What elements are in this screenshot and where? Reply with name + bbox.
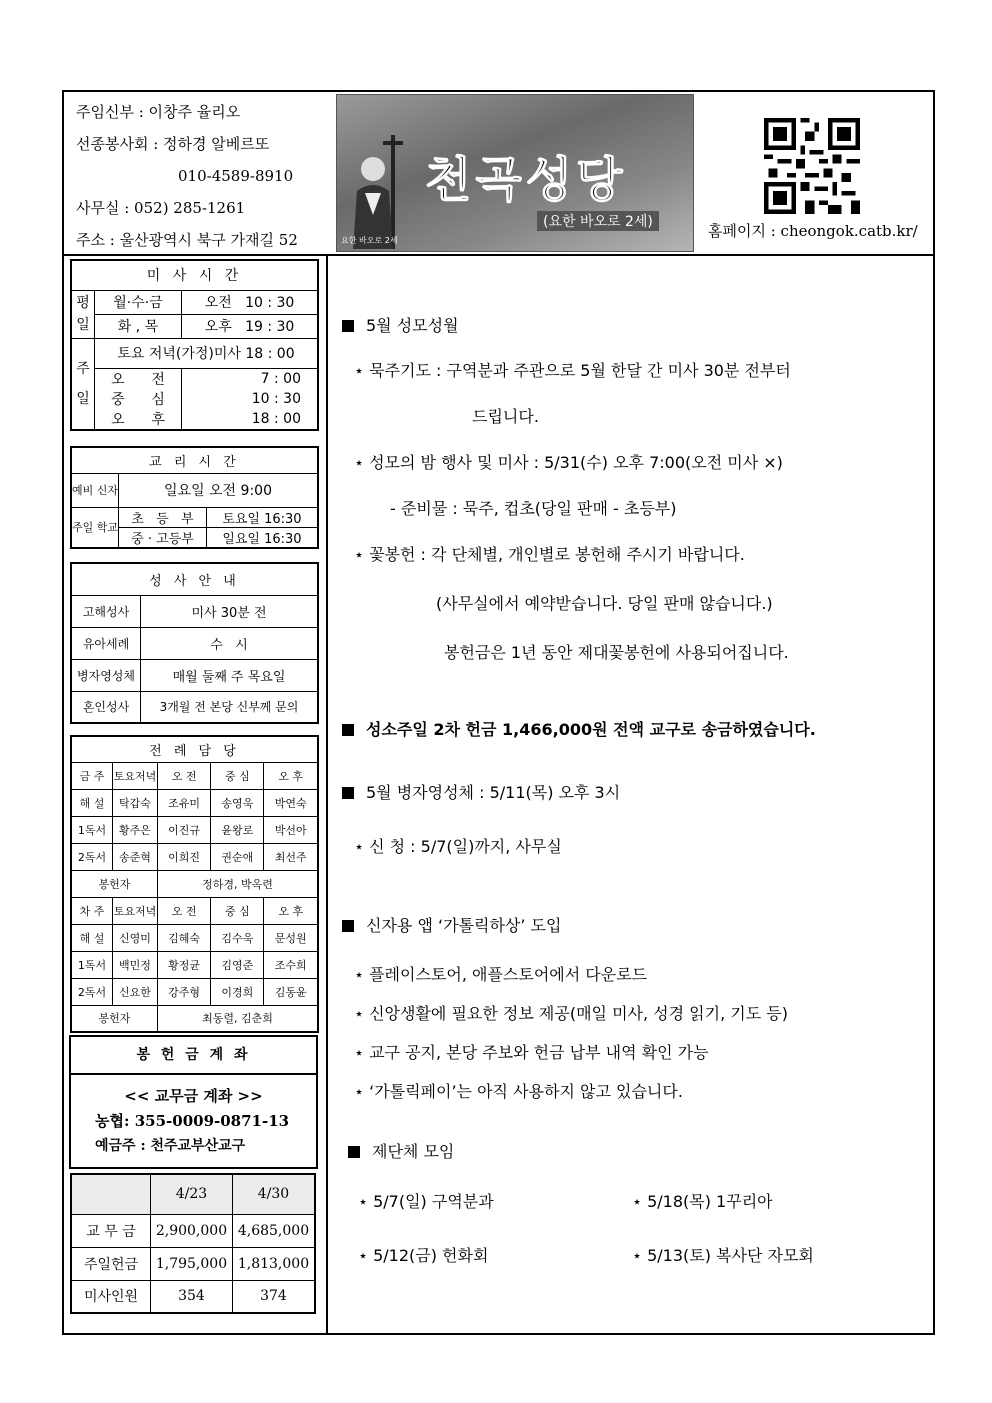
- liturgy-person: 박선아: [264, 816, 318, 843]
- column-divider: [326, 254, 328, 1335]
- liturgy-person: 김영준: [211, 951, 264, 978]
- sick-communion-title: [342, 780, 620, 803]
- address-line: 주소 : 울산광역시 북구 가재길 52: [76, 231, 298, 249]
- liturgy-person: 황정균: [158, 951, 211, 978]
- sacrament-name: 유아세례: [71, 627, 141, 659]
- sunday-label: 주일: [71, 338, 95, 430]
- liturgy-role: 1독서: [71, 816, 113, 843]
- catechumen-label: 예비 신자: [71, 473, 119, 507]
- finance-label: 주일헌금: [71, 1247, 151, 1280]
- liturgy-role: 해 설: [71, 924, 113, 951]
- office-phone: 사무실 : 052) 285-1261: [76, 199, 246, 217]
- liturgy-header: 중 심: [211, 762, 264, 789]
- sunday-mass-name: 중 심: [95, 389, 182, 409]
- section-heading: 5월 병자영성체: [366, 783, 475, 802]
- section-heading: 제단체 모임: [372, 1142, 455, 1161]
- liturgy-header: 토요저녁: [113, 762, 158, 789]
- sacraments-title: 성 사 안 내: [71, 563, 318, 595]
- finance-date: 4/23: [151, 1174, 233, 1214]
- square-bullet-icon: [342, 724, 354, 736]
- liturgy-header: 오 전: [158, 897, 211, 924]
- school-time: 토요일 16:30: [206, 507, 318, 527]
- liturgy-person: 이희진: [158, 843, 211, 870]
- weekday-label: 평일: [71, 290, 95, 338]
- weekday-days: 월·수·금: [95, 290, 182, 314]
- finance-value: 1,795,000: [151, 1247, 233, 1280]
- sunday-school-label: 주일 학교: [71, 507, 119, 548]
- liturgy-role: 2독서: [71, 843, 113, 870]
- liturgy-person: 탁갑숙: [113, 789, 158, 816]
- group-meeting: ⋆ 5/13(토) 복사단 자모회: [632, 1246, 814, 1265]
- school-time: 일요일 16:30: [206, 527, 318, 548]
- offertory-names: 최동렬, 김춘희: [158, 1005, 319, 1032]
- sacrament-info: 매월 둘째 주 목요일: [141, 659, 319, 691]
- sacrament-name: 병자영성체: [71, 659, 141, 691]
- sacrament-name: 혼인성사: [71, 691, 141, 723]
- liturgy-person: 김혜숙: [158, 924, 211, 951]
- finance-label: 미사인원: [71, 1280, 151, 1313]
- sacrament-info: 3개월 전 본당 신부께 문의: [141, 691, 319, 723]
- liturgy-header: 중 심: [211, 897, 264, 924]
- group-meeting: ⋆ 5/12(금) 헌화회: [358, 1246, 489, 1265]
- finance-table: [70, 1173, 316, 1314]
- app-item: ⋆ ‘가톨릭페이’는 아직 사용하지 않고 있습니다.: [354, 1082, 683, 1101]
- liturgy-person: 황주은: [113, 816, 158, 843]
- liturgy-header: 토요저녁: [113, 897, 158, 924]
- pope-photo: [349, 135, 409, 249]
- group-meeting: ⋆ 5/7(일) 구역분과: [358, 1192, 494, 1211]
- finance-value: 4,685,000: [232, 1214, 315, 1247]
- vocation-sunday-line: [342, 717, 816, 740]
- sacraments-table: [70, 562, 319, 724]
- liturgy-header: 오 후: [264, 762, 318, 789]
- liturgy-person: 권순애: [211, 843, 264, 870]
- patron-name: (요한 바오로 2세): [537, 211, 659, 231]
- square-bullet-icon: [342, 920, 354, 932]
- liturgy-person: 조유미: [158, 789, 211, 816]
- liturgy-person: 이진규: [158, 816, 211, 843]
- finance-value: 1,813,000: [232, 1247, 315, 1280]
- liturgy-person: 박연숙: [264, 789, 318, 816]
- mass-schedule-table: [70, 259, 319, 431]
- liturgy-role: 2독서: [71, 978, 113, 1005]
- offertory-names: 정하경, 박옥련: [158, 870, 319, 897]
- liturgy-person: 최선주: [264, 843, 318, 870]
- rosary-line: ⋆ 묵주기도 : 구역분과 주관으로 5월 한달 간 미사 30분 전부터: [354, 361, 791, 380]
- mass-title: 미 사 시 간: [71, 260, 318, 290]
- homepage-link[interactable]: 홈페이지 : cheongok.catb.kr/: [708, 222, 918, 240]
- sick-communion-date: : 5/11(목) 오후 3시: [474, 783, 621, 802]
- square-bullet-icon: [342, 320, 354, 332]
- sacrament-name: 고해성사: [71, 595, 141, 627]
- square-bullet-icon: [348, 1146, 360, 1158]
- liturgy-role: 해 설: [71, 789, 113, 816]
- liturgy-header: 오 전: [158, 762, 211, 789]
- liturgy-person: 조수희: [264, 951, 318, 978]
- council-line: 선종봉사회 : 정하경 알베르또: [76, 135, 270, 153]
- sunday-mass-time: 7 : 00: [182, 368, 319, 389]
- rosary-line-2: 드립니다.: [472, 407, 539, 426]
- account-holder: 예금주 : 천주교부산교구: [95, 1138, 246, 1154]
- app-item: ⋆ 신앙생활에 필요한 정보 제공(매일 미사, 성경 읽기, 기도 등): [354, 1004, 788, 1023]
- liturgy-header: 금 주: [71, 762, 113, 789]
- council-phone: 010-4589-8910: [178, 167, 294, 185]
- bank-account: 농협: 355-0009-0871-13: [95, 1112, 290, 1130]
- sunday-mass-time: 10 : 30: [182, 389, 319, 409]
- liturgy-person: 김수욱: [211, 924, 264, 951]
- liturgy-person: 신영미: [113, 924, 158, 951]
- app-item: ⋆ 교구 공지, 본당 주보와 헌금 납부 내역 확인 가능: [354, 1043, 709, 1062]
- church-name: 천곡성당: [425, 152, 627, 208]
- offertory-label: 봉헌자: [71, 1005, 158, 1032]
- flower-offering-line: ⋆ 꽃봉헌 : 각 단체별, 개인별로 봉헌해 주시기 바랍니다.: [354, 545, 745, 564]
- liturgy-person: 백민정: [113, 951, 158, 978]
- sacrament-info: 수 시: [141, 627, 319, 659]
- liturgy-title: 전 례 담 당: [71, 736, 318, 762]
- liturgy-role: 1독서: [71, 951, 113, 978]
- liturgy-person: 문성원: [264, 924, 318, 951]
- qr-code-icon[interactable]: [764, 118, 860, 214]
- liturgy-table: [70, 735, 319, 1033]
- liturgy-person: 김동윤: [264, 978, 318, 1005]
- pastor-line: 주임신부 : 이창주 율리오: [76, 103, 241, 121]
- section-heading: 5월 성모성월: [366, 316, 459, 335]
- catechism-table: [70, 446, 319, 549]
- photo-caption: 요한 바오로 2세: [341, 236, 398, 245]
- finance-value: 2,900,000: [151, 1214, 233, 1247]
- weekday-time: 오후 19 : 30: [182, 314, 319, 338]
- app-section-title: [342, 913, 561, 936]
- marian-night-line: ⋆ 성모의 밤 행사 및 미사 : 5/31(수) 오후 7:00(오전 미사 ×): [354, 453, 783, 472]
- finance-date: 4/30: [232, 1174, 315, 1214]
- weekday-time: 오전 10 : 30: [182, 290, 319, 314]
- square-bullet-icon: [342, 787, 354, 799]
- supplies-line: - 준비물 : 묵주, 컵초(당일 판매 - 초등부): [390, 499, 677, 518]
- account-title: 봉 헌 금 계 좌: [71, 1037, 316, 1075]
- offering-account-box: [69, 1035, 318, 1169]
- parish-info: [76, 96, 298, 256]
- weekday-days: 화 , 목: [95, 314, 182, 338]
- liturgy-person: 윤왕로: [211, 816, 264, 843]
- groups-section-title: [348, 1139, 454, 1162]
- saturday-mass: 토요 저녁(가정)미사 18 : 00: [95, 338, 319, 368]
- offertory-label: 봉헌자: [71, 870, 158, 897]
- liturgy-person: 신요한: [113, 978, 158, 1005]
- liturgy-person: 송영욱: [211, 789, 264, 816]
- application-line: ⋆ 신 청 : 5/7(일)까지, 사무실: [354, 837, 562, 856]
- catechism-title: 교 리 시 간: [71, 447, 318, 473]
- liturgy-header: 오 후: [264, 897, 318, 924]
- school-group: 초 등 부: [119, 507, 207, 527]
- catechumen-time: 일요일 오전 9:00: [119, 473, 319, 507]
- finance-label: 교 무 금: [71, 1214, 151, 1247]
- finance-value: 354: [151, 1280, 233, 1313]
- liturgy-header: 차 주: [71, 897, 113, 924]
- section-heading: 신자용 앱 ‘가톨릭하상’ 도입: [366, 916, 562, 935]
- sunday-mass-name: 오 전: [95, 368, 182, 389]
- finance-value: 374: [232, 1280, 315, 1313]
- church-banner: [336, 94, 694, 252]
- sacrament-info: 미사 30분 전: [141, 595, 319, 627]
- section-may-title: [342, 313, 459, 336]
- liturgy-person: 강주형: [158, 978, 211, 1005]
- finance-corner: [71, 1174, 151, 1214]
- school-group: 중 · 고등부: [119, 527, 207, 548]
- liturgy-person: 이경희: [211, 978, 264, 1005]
- account-subtitle: << 교무금 계좌 >>: [124, 1087, 263, 1105]
- section-heading: 성소주일 2차 헌금 1,466,000원 전액 교구로 송금하였습니다.: [366, 720, 816, 739]
- app-item: ⋆ 플레이스토어, 애플스토어에서 다운로드: [354, 965, 648, 984]
- offering-usage-line: 봉헌금은 1년 동안 제대꽃봉헌에 사용되어집니다.: [444, 643, 789, 662]
- sunday-mass-name: 오 후: [95, 409, 182, 430]
- liturgy-person: 송준혁: [113, 843, 158, 870]
- group-meeting: ⋆ 5/18(목) 1꾸리아: [632, 1192, 773, 1211]
- reservation-line: (사무실에서 예약받습니다. 당일 판매 않습니다.): [436, 594, 773, 613]
- sunday-mass-time: 18 : 00: [182, 409, 319, 430]
